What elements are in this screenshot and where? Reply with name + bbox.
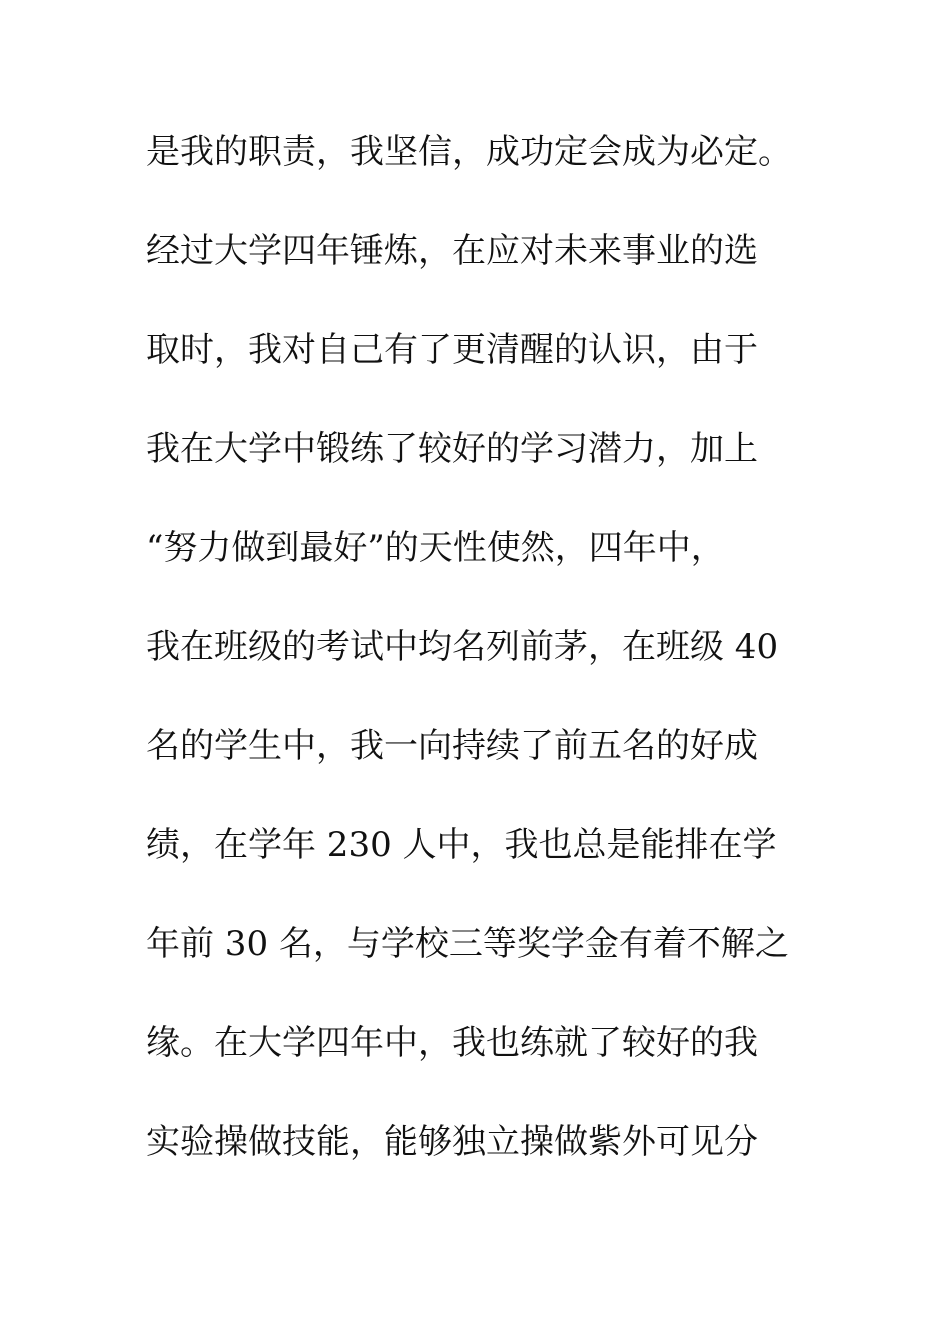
text-line: 我在班级的考试中均名列前茅，在班级 40 [146,627,779,667]
text-line: 我在大学中锻练了较好的学习潜力，加上 [146,429,758,469]
body-text [146,127,826,1216]
text-line: 年前 30 名，与学校三等奖学金有着不解之 [146,924,789,964]
text-line: 缘。在大学四年中，我也练就了较好的我 [146,1023,758,1063]
text-line: 名的学生中，我一向持续了前五名的好成 [146,726,758,766]
text-line: 是我的职责，我坚信，成功定会成为必定。 [146,132,792,172]
text-line: 取时，我对自己有了更清醒的认识，由于 [146,330,758,370]
text-line: “努力做到最好”的天性使然，四年中， [146,528,725,568]
text-line: 经过大学四年锤炼，在应对未来事业的选 [146,231,758,271]
text-line: 绩，在学年 230 人中，我也总是能排在学 [146,825,777,865]
text-line: 实验操做技能，能够独立操做紫外可见分 [146,1122,758,1162]
